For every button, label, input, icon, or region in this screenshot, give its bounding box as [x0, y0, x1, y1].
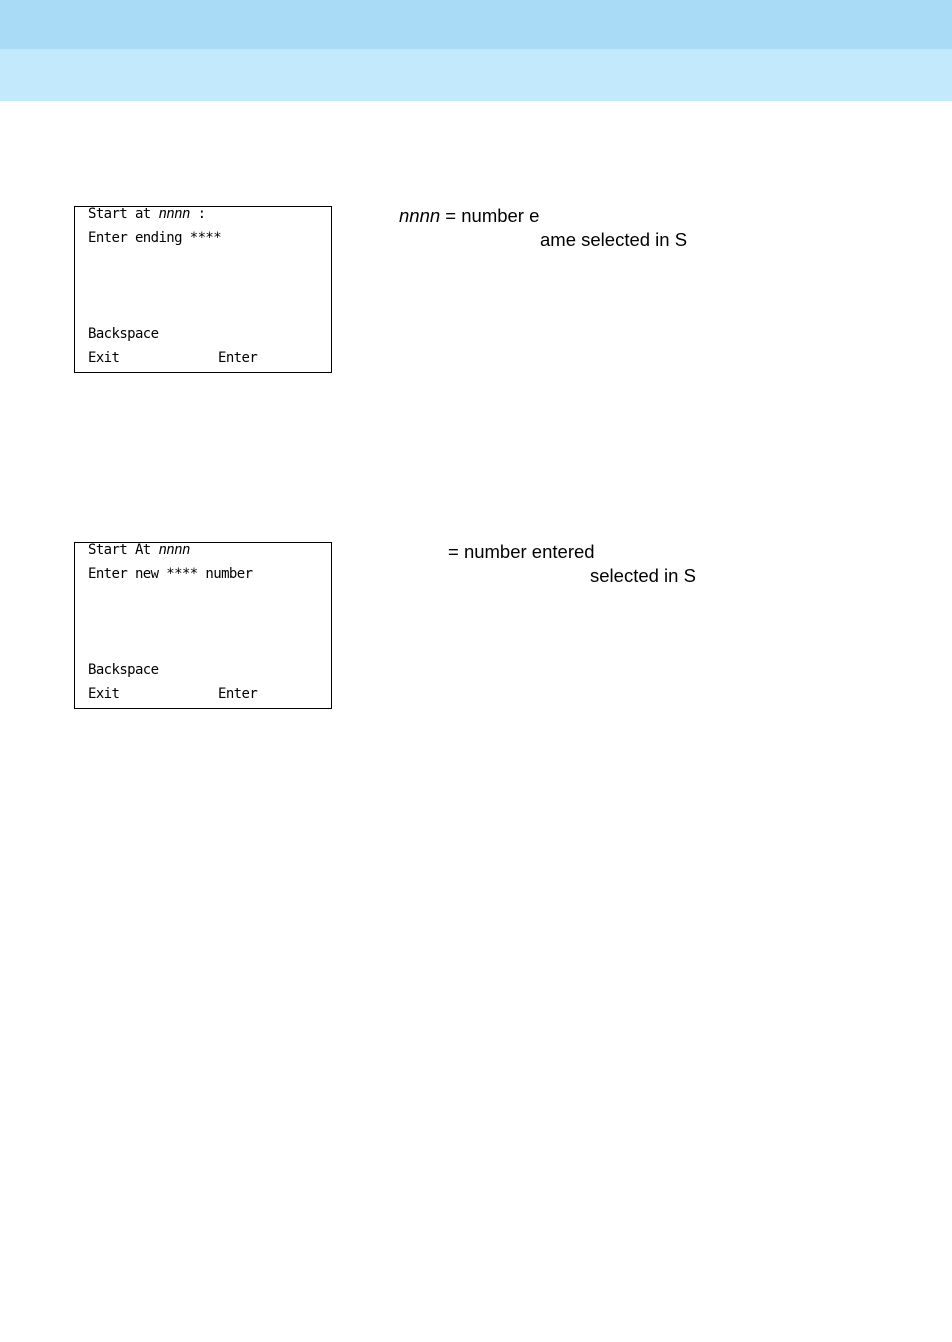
screen-2-title-line: Start At nnnn: [88, 542, 190, 558]
note-1-line-1: nnnn = number e: [399, 205, 540, 226]
enter-button[interactable]: Enter: [218, 686, 258, 702]
note-2-line-2: selected in S: [590, 565, 696, 586]
screen-2-prompt-line: Enter new **** number: [88, 566, 253, 582]
header-band-bottom: [0, 49, 952, 101]
exit-button[interactable]: Exit: [88, 350, 120, 366]
note-2-line-1: = number entered: [448, 541, 595, 562]
nnnn-variable: nnnn: [158, 206, 190, 222]
nnnn-variable: nnnn: [158, 542, 190, 558]
screen-1-prompt-line: Enter ending ****: [88, 230, 222, 246]
exit-button[interactable]: Exit: [88, 686, 120, 702]
display-screen-new-number: [74, 542, 332, 709]
backspace-button[interactable]: Backspace: [88, 326, 159, 342]
nnnn-variable: nnnn: [399, 205, 441, 226]
header-band-top: [0, 0, 952, 49]
screen-1-title-line: Start at nnnn :: [88, 206, 206, 222]
backspace-button[interactable]: Backspace: [88, 662, 159, 678]
note-1-line-2: ame selected in S: [540, 229, 688, 250]
display-screen-ending-number: [74, 206, 332, 373]
enter-button[interactable]: Enter: [218, 350, 258, 366]
